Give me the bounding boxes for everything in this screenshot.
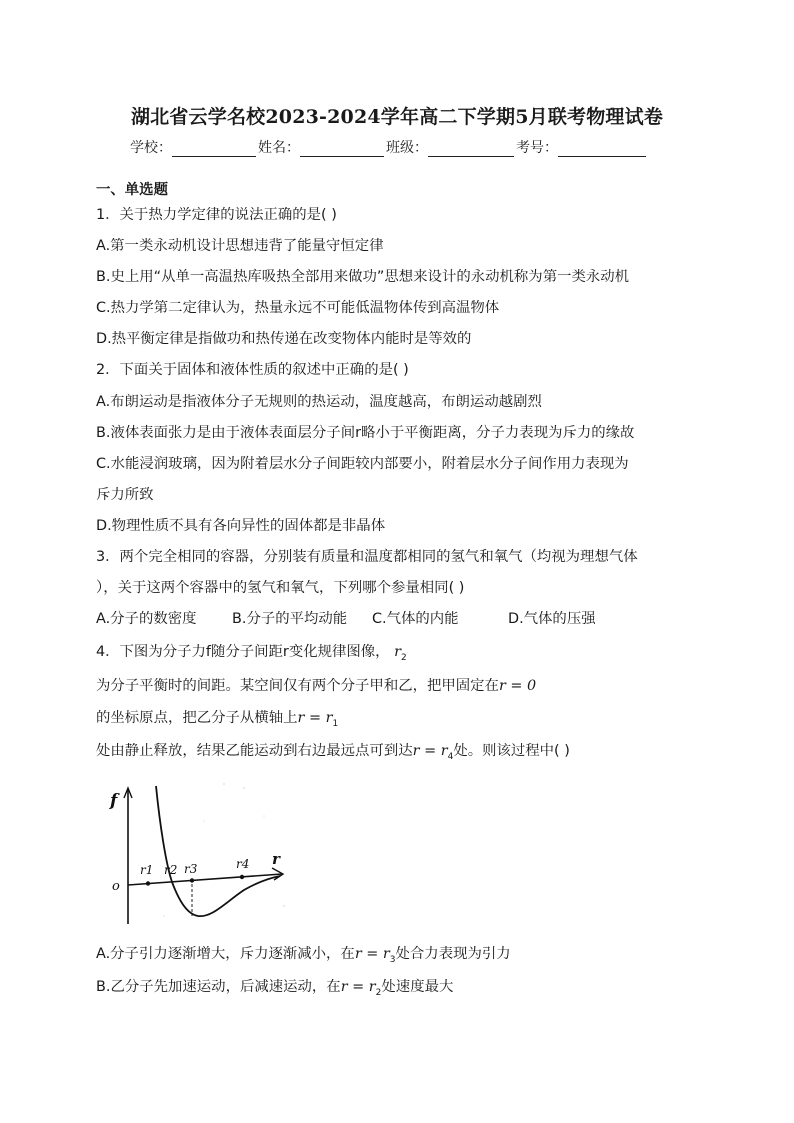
origin-label: o bbox=[112, 879, 120, 894]
r1-point bbox=[146, 881, 150, 885]
q4-stem4-text: 处由静止释放，结果乙能运动到右边最远点可到达 bbox=[96, 743, 413, 759]
r4-label: r4 bbox=[236, 857, 250, 871]
q1-option-d: D.热平衡定律是指做功和热传递在改变物体内能时是等效的 bbox=[96, 331, 472, 347]
q1-stem: 1．关于热力学定律的说法正确的是( ) bbox=[96, 207, 337, 223]
q2-option-c-line1: C.水能浸润玻璃，因为附着层水分子间距较内部要小，附着层水分子间作用力表现为 bbox=[96, 456, 629, 472]
r-axis-label: r bbox=[272, 850, 280, 868]
r4-point bbox=[240, 875, 244, 879]
q4-stem4-end: 处。则该过程中( ) bbox=[453, 743, 570, 759]
q4-stem-line1 bbox=[96, 642, 407, 668]
q4-option-a bbox=[96, 944, 511, 970]
force-curve bbox=[156, 786, 280, 916]
q1-option-a: A.第一类永动机设计思想违背了能量守恒定律 bbox=[96, 238, 384, 254]
q4-option-b-text: B.乙分子先加速运动，后减速运动，在 bbox=[96, 979, 341, 995]
q4-r-equals-r1: r = r bbox=[297, 710, 333, 726]
r2-label: r2 bbox=[164, 863, 178, 877]
q3-option-a: A.分子的数密度 bbox=[96, 611, 197, 627]
q4-stem-line2 bbox=[96, 676, 536, 696]
scan-noise bbox=[163, 783, 285, 917]
q1-option-c: C.热力学第二定律认为，热量永远不可能低温物体传到高温物体 bbox=[96, 300, 500, 316]
school-blank[interactable] bbox=[172, 142, 256, 157]
q4-stem-line3 bbox=[96, 708, 338, 734]
q3-stem-line2: ），关于这两个容器中的氢气和氧气，下列哪个参量相同( ) bbox=[96, 580, 465, 596]
q3-options-row bbox=[96, 609, 596, 629]
q1-option-b: B.史上用“从单一高温热库吸热全部用来做功”思想来设计的永动机称为第一类永动机 bbox=[96, 269, 630, 285]
student-info-row bbox=[130, 137, 648, 157]
r1-label: r1 bbox=[140, 863, 154, 877]
q4-option-b bbox=[96, 977, 453, 1003]
name-label: 姓名： bbox=[258, 140, 300, 156]
q2-option-a: A.布朗运动是指液体分子无规则的热运动，温度越高，布朗运动越剧烈 bbox=[96, 394, 542, 410]
q2-stem: 2．下面关于固体和液体性质的叙述中正确的是( ) bbox=[96, 362, 409, 378]
q4-r2-sub: 2 bbox=[401, 652, 407, 663]
q4-option-b-sub: 2 bbox=[375, 987, 382, 998]
q4-r-equals-0: r = 0 bbox=[498, 678, 537, 694]
q3-option-b: B.分子的平均动能 bbox=[232, 611, 348, 627]
exam-number-blank[interactable] bbox=[558, 142, 646, 157]
q4-stem3-text: 的坐标原点，把乙分子从横轴上 bbox=[96, 710, 298, 726]
q2-option-d: D.物理性质不具有各向异性的固体都是非晶体 bbox=[96, 518, 386, 534]
q3-option-d: D.气体的压强 bbox=[508, 611, 596, 627]
q4-stem-line4 bbox=[96, 741, 570, 767]
q4-stem2-text: 为分子平衡时的间距。某空间仅有两个分子甲和乙，把甲固定在 bbox=[96, 678, 499, 694]
r3-label: r3 bbox=[184, 862, 198, 876]
q4-option-a-sub: 3 bbox=[389, 954, 396, 965]
exam-title: 湖北省云学名校2023-2024学年高二下学期5月联考物理试卷 bbox=[130, 106, 664, 128]
school-label: 学校： bbox=[130, 140, 172, 156]
f-axis-label: f bbox=[110, 791, 118, 811]
class-blank[interactable] bbox=[428, 142, 514, 157]
q4-option-a-text: A.分子引力逐渐增大，斥力逐渐减小，在 bbox=[96, 946, 355, 962]
r3-point bbox=[190, 878, 194, 882]
q4-r1-sub: 1 bbox=[332, 718, 339, 729]
q2-option-b: B.液体表面张力是由于液体表面层分子间r略小于平衡距离，分子力表现为斥力的缘故 bbox=[96, 425, 635, 441]
name-blank[interactable] bbox=[300, 142, 384, 157]
q3-stem-line1: 3．两个完全相同的容器，分别装有质量和温度都相同的氢气和氧气（均视为理想气体 bbox=[96, 549, 638, 565]
q3-option-c: C.气体的内能 bbox=[372, 611, 459, 627]
force-distance-graph bbox=[104, 776, 294, 928]
q4-option-a-var: r = r bbox=[354, 946, 390, 962]
q4-r2-symbol: r bbox=[394, 644, 402, 660]
q4-option-a-end: 处合力表现为引力 bbox=[395, 946, 511, 962]
class-label: 班级： bbox=[386, 140, 428, 156]
q2-option-c-line2: 斥力所致 bbox=[96, 487, 154, 503]
q4-option-b-var: r = r bbox=[340, 979, 376, 995]
q4-r4-sub: 4 bbox=[447, 751, 454, 762]
exam-number-label: 考号： bbox=[516, 140, 558, 156]
q4-r-equals-r4: r = r bbox=[412, 743, 448, 759]
q4-option-b-end: 处速度最大 bbox=[381, 979, 454, 995]
section-heading: 一、单选题 bbox=[96, 182, 168, 198]
q4-stem1-text: 4．下图为分子力f随分子间距r变化规律图像， bbox=[96, 644, 390, 660]
